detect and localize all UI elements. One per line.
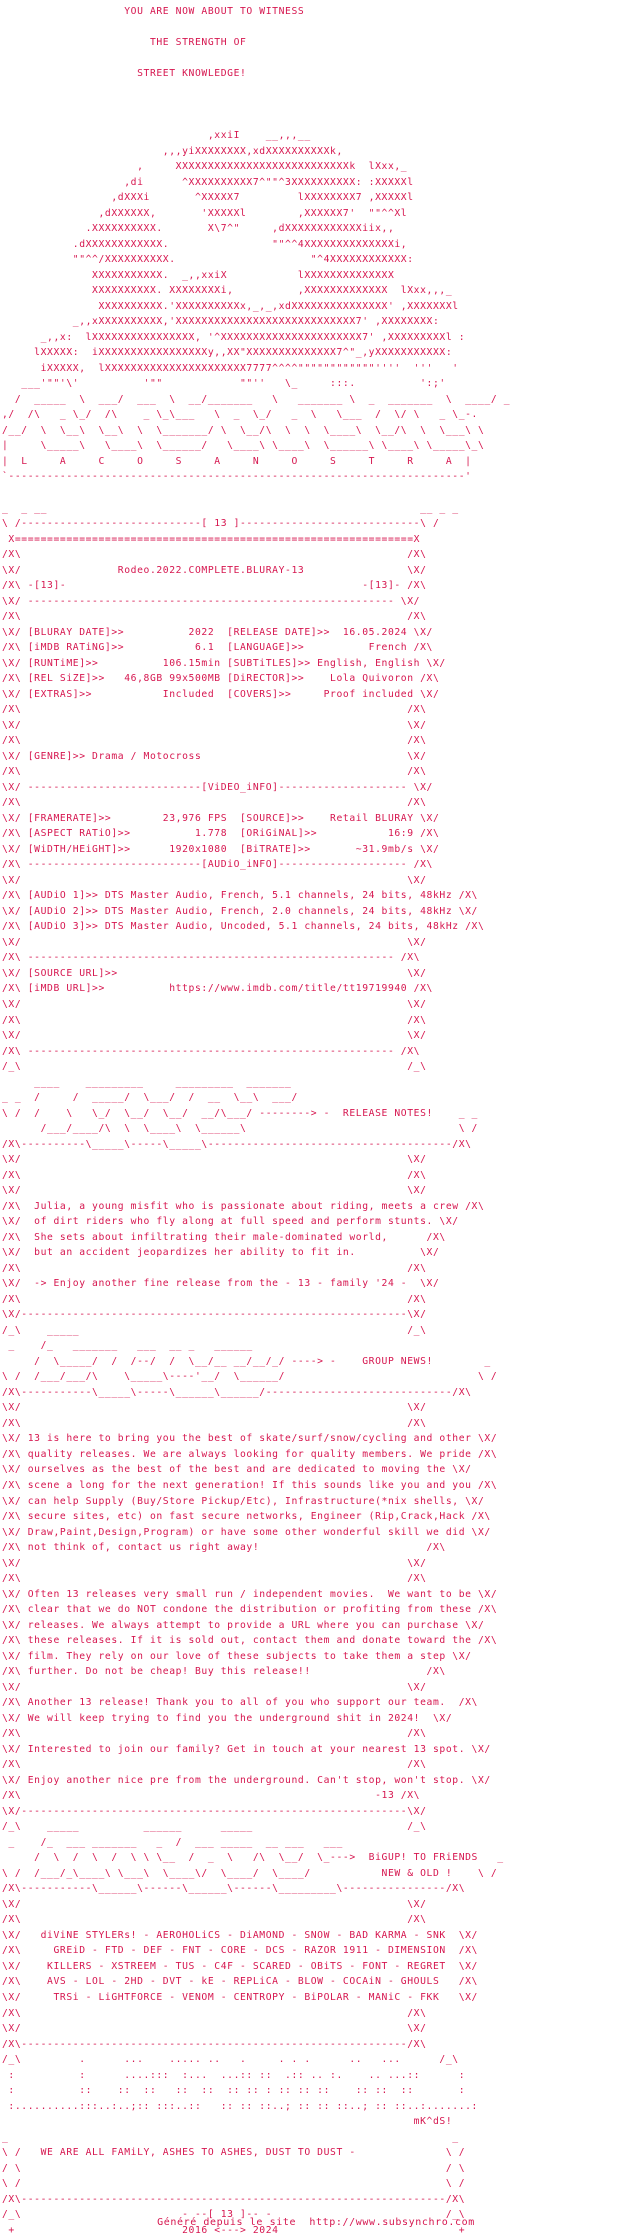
nfo-line: /X\ [REL SiZE]>> 46,8GB 99x500MB [DiRECTOR]>> Lola Quivoron /X\ (2, 673, 440, 685)
nfo-line: \X/ [BLURAY DATE]>> 2022 [RELEASE DATE]>> 16.05.2024 \X/ (2, 626, 433, 638)
nfo-line: \X/ \X/ (2, 1681, 427, 1693)
nfo-line: ""^^/XXXXXXXXXX. "^4XXXXXXXXXXXX: (2, 254, 414, 266)
nfo-line: / \_____/ / /--/ / \__/__ __/__/_/ ----> - GROUP NEWS! _ (2, 1355, 491, 1367)
nfo-line: ,xxiI __,,,__ (2, 130, 311, 142)
nfo-line: \X/ film. They rely on our love of these subjects to take them a step \X/ (2, 1650, 472, 1662)
nfo-line: | \_____\ \____\ \______/ \____\ \____\ \______\ \____\ \_____\_\ (2, 440, 485, 452)
nfo-line: , XXXXXXXXXXXXXXXXXXXXXXXXXXXk lXxx,_ (2, 161, 408, 173)
nfo-line: `-----------------------------------------------------------------------' (2, 471, 472, 483)
nfo-line: \X/ \X/ (2, 719, 427, 731)
nfo-line: /X\ --------------------------------------------------------- /X\ (2, 952, 421, 964)
nfo-line: /_\ _____ ______ _____ /_\ (2, 1821, 427, 1833)
nfo-line: /X\ /X\ (2, 797, 427, 809)
nfo-line: \X/ [FRAMERATE]>> 23,976 FPS [SOURCE]>> Retail BLURAY \X/ (2, 812, 440, 824)
nfo-line: /X\ /X\ (2, 549, 427, 561)
nfo-line: \X/ [AUDiO 2]>> DTS Master Audio, French, 2.0 channels, 24 bits, 48kHz \X/ (2, 905, 478, 917)
nfo-line: /X\ these releases. If it is sold out, contact them and donate toward the /X\ (2, 1635, 498, 1647)
nfo-line: \X/ [WiDTH/HEiGHT]>> 1920x1080 [BiTRATE]>> ~31.9mb/s \X/ (2, 843, 440, 855)
nfo-line: mK^dS! (2, 2116, 453, 2128)
nfo-line: /X\ quality releases. We are always looking for quality members. We pride /X\ (2, 1448, 498, 1460)
nfo-line: /X\ /X\ (2, 1262, 427, 1274)
nfo-line: /_\ /_\ (2, 1061, 427, 1073)
nfo-line: _,,xXXXXXXXXXX,'XXXXXXXXXXXXXXXXXXXXXXXXXXXX7' ,XXXXXXXX: (2, 316, 440, 328)
nfo-line: _ /_ ___ _______ _ / ___ _____ __ ___ ___ (2, 1836, 343, 1848)
nfo-line: /X\-----------\_____\-----\______\______/-----------------------------/X\ (2, 1386, 472, 1398)
nfo-line: /X\------------------------------------------------------------------/X\ (2, 2193, 466, 2205)
nfo-line: : : ....::: :... ...:: :: .:: .. :. .. ...:: : (2, 2069, 466, 2081)
nfo-line: /X\ [iMDB RATiNG]>> 6.1 [LANGUAGE]>> French /X\ (2, 642, 433, 654)
nfo-line: / \ / \ (2, 2162, 466, 2174)
nfo-line: /X\ [AUDiO 1]>> DTS Master Audio, French, 5.1 channels, 24 bits, 48kHz /X\ (2, 890, 478, 902)
nfo-line: \X/ \X/ (2, 874, 427, 886)
nfo-line: \X/ Enjoy another nice pre from the underground. Can't stop, won't stop. \X/ (2, 1774, 491, 1786)
nfo-line: \X/ \X/ (2, 999, 427, 1010)
nfo-line: /X\ --------------------------------------------------------- /X\ (2, 1045, 421, 1057)
nfo-line: /_\ - --[ 13 ]-- - /_\ (2, 2209, 466, 2221)
nfo-line: /X\ /X\ (2, 1728, 427, 1740)
nfo-line: /X\ /X\ (2, 1417, 427, 1429)
nfo-line: \X/ \X/ (2, 1185, 427, 1197)
nfo-line: X==============================================================X (2, 533, 421, 545)
nfo-line: \X/ Draw,Paint,Design,Program) or have some other wonderful skill we did \X/ (2, 1526, 491, 1538)
nfo-line: /X\ -[13]- -[13]- /X\ (2, 580, 427, 592)
nfo-line: \X/ ourselves as the best of the best and are dedicated to moving the \X/ (2, 1464, 472, 1476)
nfo-line: \X/ [EXTRAS]>> Included [COVERS]>> Proof included \X/ (2, 688, 440, 700)
nfo-line: \X/ [SOURCE URL]>> \X/ (2, 967, 427, 979)
nfo-line: | L A C O S A N O S T R A | (2, 455, 472, 467)
nfo-line: \X/ 13 is here to bring you the best of skate/surf/snow/cycling and other \X/ (2, 1433, 498, 1445)
nfo-line: \X/ can help Supply (Buy/Store Pickup/Etc), Infrastructure(*nix shells, \X/ (2, 1495, 485, 1507)
nfo-line: + 2016 <---> 2024 + (2, 2224, 466, 2236)
nfo-line: \X/ Rodeo.2022.COMPLETE.BLURAY-13 \X/ (2, 564, 427, 576)
nfo-line: /X\ Another 13 release! Thank you to all of you who support our team. /X\ (2, 1697, 478, 1709)
nfo-line: \ / /___/___/\ \_____\----'__/ \______/ \ / (2, 1371, 498, 1383)
nfo-line: \X/ ---------------------------[ViDEO_iNFO]-------------------- \X/ (2, 781, 433, 793)
nfo-line: /X\ not think of, contact us right away! /X\ (2, 1542, 446, 1554)
nfo-line: ___'""'\' '"" ""'' \_ :::. ':;' (2, 378, 446, 390)
nfo-line: \ / \ / (2, 2178, 466, 2190)
nfo-line: / _____ \ ___/ ___ \ __/_______ \ _______ \ _ _______ \ ____/ _ (2, 393, 511, 405)
nfo-line: \ / /___/_\____\ \___\ \____\/ \____/ \____/ NEW & OLD ! \ / (2, 1867, 498, 1879)
nfo-line: ,di ^XXXXXXXXXX7^""^3XXXXXXXXXX: :XXXXXl (2, 176, 414, 188)
nfo-line: \ /----------------------------[ 13 ]----------------------------\ / (2, 518, 440, 530)
nfo-line: ____ _________ _________ _______ (2, 1076, 292, 1088)
nfo-line: \X/ \X/ (2, 1154, 427, 1166)
nfo-line: XXXXXXXXXX. XXXXXXXXi, ,XXXXXXXXXXXXX lXxx,,,_ (2, 285, 453, 297)
nfo-line: \X/ Often 13 releases very small run / independent movies. We want to be \X/ (2, 1588, 498, 1600)
nfo-line: _ _ __ __ _ _ (2, 502, 459, 514)
nfo-line: /X\ [AUDiO 3]>> DTS Master Audio, Uncoded, 5.1 channels, 24 bits, 48kHz /X\ (2, 921, 485, 933)
nfo-line: /X\ /X\ (2, 1293, 427, 1305)
nfo-line: /X\ clear that we do NOT condone the distribution or profiting from these /X\ (2, 1604, 498, 1616)
nfo-line: /X\ -13 /X\ (2, 1790, 421, 1802)
nfo-line: \X/ but an accident jeopardizes her ability to fit in. \X/ (2, 1247, 440, 1259)
nfo-line: :..........:::..:..;:: :::..:: :: :: ::..; :: :: ::..; :: ::..:.......: (2, 2100, 478, 2112)
nfo-line: XXXXXXXXXXX. _,,xxiX lXXXXXXXXXXXXXX (2, 269, 395, 281)
nfo-line: /X\ /X\ (2, 735, 427, 747)
nfo-line: /X\ /X\ (2, 704, 427, 716)
nfo-line: /X\ /X\ (2, 611, 427, 623)
nfo-line: \X/ TRSi - LiGHTFORCE - VENOM - CENTROPY - BiPOLAR - MANiC - FKK \X/ (2, 1992, 478, 2003)
nfo-line: \X/ Interested to join our family? Get in touch at your nearest 13 spot. \X/ (2, 1743, 491, 1755)
nfo-line: _ _ / / _____/ \___/ / __ \__\ ___/ (2, 1092, 298, 1104)
nfo-line: /X\ /X\ (2, 1014, 427, 1026)
nfo-line: /X\ AVS - LOL - 2HD - DVT - kE - REPLiCA - BLOW - COCAiN - GHOULS /X\ (2, 1976, 478, 1988)
nfo-line: .dXXXXXXXXXXXX. ""^^4XXXXXXXXXXXXXXi, (2, 238, 408, 250)
nfo-line: ,/ /\ _ \_/ /\ _ \_\___ \ _ \_/ _ \ \___ / \/ \ _ \_-. (2, 409, 478, 421)
nfo-line: \X/ -> Enjoy another fine release from the - 13 - family '24 - \X/ (2, 1278, 440, 1290)
nfo-line: /_\ . ... ..... .. . . . . .. ... /_\ (2, 2054, 459, 2066)
nfo-line: : :: :: :: :: :: :: :: : :: :: :: :: :: :: : (2, 2085, 466, 2097)
nfo-line: ,dXXXi ^XXXXX7 lXXXXXXXX7 ,XXXXXl (2, 192, 414, 204)
nfo-line: \X/ KILLERS - XSTREEM - TUS - C4F - SCARED - OBiTS - FONT - REGRET \X/ (2, 1960, 478, 1972)
nfo-line: STREET KNOWLEDGE! (2, 68, 247, 80)
nfo-line: /X\-----------\______\------\______\------\_________\----------------/X\ (2, 1883, 466, 1895)
nfo-line: /X\ ---------------------------[AUDiO_iNFO]-------------------- /X\ (2, 859, 433, 871)
nfo-line: /__/ \ \__\ \__\ \ \_______/ \ \__/\ \ \ \____\ \__/\ \ \___\ \ (2, 424, 485, 436)
nfo-line: /___/____/\ \ \____\ \______\ \ / (2, 1123, 478, 1135)
nfo-line: /X\ /X\ (2, 2007, 427, 2019)
nfo-line: \X/ diViNE STYLERs! - AEROHOLiCS - DiAMOND - SNOW - BAD KARMA - SNK \X/ (2, 1929, 478, 1941)
nfo-line: \X/ [RUNTiME]>> 106.15min [SUBTiTLES]>> English, English \X/ (2, 657, 446, 669)
nfo-line: /X\ [ASPECT RATiO]>> 1.778 [ORiGiNAL]>> 16:9 /X\ (2, 828, 440, 840)
nfo-line: iXXXXX, lXXXXXXXXXXXXXXXXXXXXXX7777^^^^""""""""""""'''' ''' ' (2, 362, 459, 374)
nfo-line: _,,x: lXXXXXXXXXXXXXXXX, '^XXXXXXXXXXXXXXXXXXXXXX7' ,XXXXXXXXXl : (2, 331, 466, 343)
nfo-line: \X/ releases. We always attempt to provide a URL where you can purchase \X/ (2, 1619, 485, 1631)
nfo-line: / \ / \ / \ \ \__ / _ \ /\ \__/ \_---> BiGUP! TO FRiENDS _ (2, 1852, 504, 1864)
nfo-line: \X/ \X/ (2, 2023, 427, 2035)
nfo-line: /X\ Julia, a young misfit who is passionate about riding, meets a crew /X\ (2, 1200, 485, 1212)
nfo-line: /X\------------------------------------------------------------/X\ (2, 2038, 427, 2050)
nfo-line: YOU ARE NOW ABOUT TO WITNESS (2, 6, 305, 17)
nfo-document (2, 4, 630, 2236)
nfo-line: /X\ She sets about infiltrating their male-dominated world, /X\ (2, 1231, 446, 1243)
nfo-line: .XXXXXXXXXX. X\7^" ,dXXXXXXXXXXXXiix,, (2, 223, 395, 235)
nfo-text (2, 4, 630, 2236)
nfo-line: \ / WE ARE ALL FAMiLY, ASHES TO ASHES, DUST TO DUST - \ / (2, 2147, 466, 2159)
nfo-line: /X\ secure sites, etc) on fast secure networks, Engineer (Rip,Crack,Hack /X\ (2, 1511, 491, 1523)
nfo-line: \X/ \X/ (2, 936, 427, 948)
nfo-line: /X\----------\_____\-----\_____\--------------------------------------/X\ (2, 1138, 472, 1150)
nfo-line: \X/------------------------------------------------------------\X/ (2, 1309, 427, 1321)
nfo-line: /X\ /X\ (2, 766, 427, 778)
nfo-line: lXXXXX: iXXXXXXXXXXXXXXXXXy,,XX"XXXXXXXXXXXXXX7^"_,yXXXXXXXXXXX: (2, 347, 453, 359)
nfo-line: /X\ GREiD - FTD - DEF - FNT - CORE - DCS - RAZOR 1911 - DIMENSION /X\ (2, 1945, 478, 1957)
nfo-line: \X/ --------------------------------------------------------- \X/ (2, 595, 421, 607)
nfo-line: XXXXXXXXXX.'XXXXXXXXXXx,_,_,xdXXXXXXXXXXXXXXX' ,XXXXXXXl (2, 300, 459, 312)
nfo-line: \X/ \X/ (2, 1557, 427, 1569)
nfo-line: ,dXXXXXX, 'XXXXXl ,XXXXXX7' ""^^Xl (2, 207, 408, 219)
nfo-line: /X\ scene a long for the next generation! If this sounds like you and you /X\ (2, 1479, 498, 1491)
generated-from-footer: Généré depuis le site http://www.subsynchro.com (157, 2217, 475, 2228)
nfo-line: \X/------------------------------------------------------------\X/ (2, 1805, 427, 1817)
nfo-line: /X\ further. Do not be cheap! Buy this release!! /X\ (2, 1666, 446, 1678)
nfo-line: _ /_ _______ ___ __ _ ______ (2, 1340, 253, 1352)
nfo-line: /X\ /X\ (2, 1759, 427, 1771)
nfo-line: /X\ /X\ (2, 1169, 427, 1181)
nfo-line: ,,,yiXXXXXXXX,xdXXXXXXXXXXk, (2, 145, 343, 157)
nfo-line: /X\ [iMDB URL]>> https://www.imdb.com/title/tt19719940 /X\ (2, 983, 433, 995)
nfo-line: \ / / \ \_/ \__/ \__/ __/\___/ --------> - RELEASE NOTES! _ _ (2, 1107, 478, 1119)
nfo-line: \X/ [GENRE]>> Drama / Motocross \X/ (2, 750, 427, 762)
nfo-line: \X/ \X/ (2, 1402, 427, 1414)
nfo-line: THE STRENGTH OF (2, 37, 247, 49)
nfo-line: \X/ of dirt riders who fly along at full speed and perform stunts. \X/ (2, 1216, 459, 1228)
nfo-line: \X/ \X/ (2, 1030, 427, 1042)
nfo-line: /_\ _____ /_\ (2, 1324, 427, 1336)
nfo-line: /X\ /X\ (2, 1914, 427, 1926)
nfo-line: _ _ (2, 2131, 459, 2143)
nfo-line: /X\ /X\ (2, 1573, 427, 1585)
nfo-line: \X/ \X/ (2, 1898, 427, 1910)
nfo-line: \X/ We will keep trying to find you the underground shit in 2024! \X/ (2, 1712, 453, 1724)
